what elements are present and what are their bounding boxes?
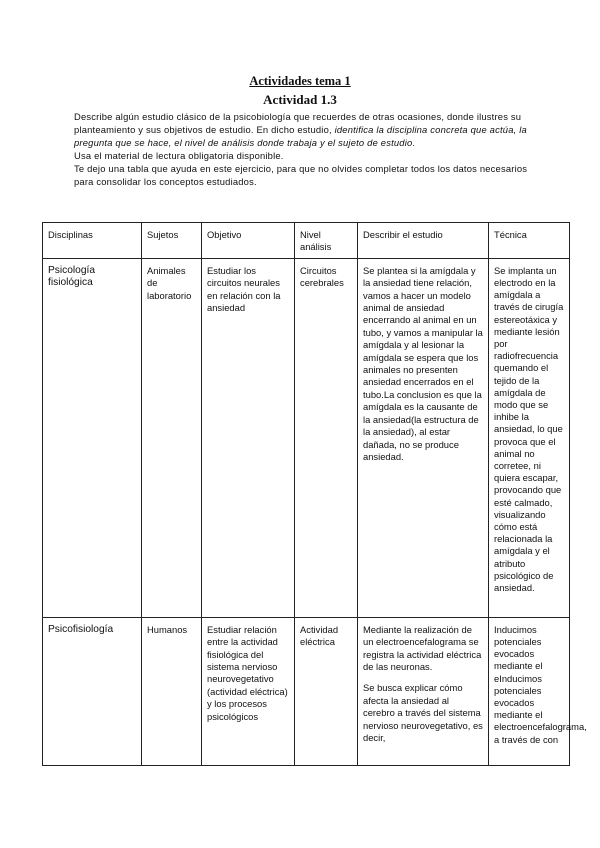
cell-nivel: Actividad eléctrica [295, 617, 358, 765]
study-table [42, 222, 587, 766]
header-disciplinas: Disciplinas [43, 223, 142, 259]
cell-nivel: Circuitos cerebrales [295, 258, 358, 617]
header-describir-estudio: Describir el estudio [358, 223, 489, 259]
cell-estudio [358, 617, 489, 765]
table-row [43, 258, 570, 617]
instructions-paragraph-1 [74, 110, 534, 149]
cell-tecnica: Inducimos potenciales evocados mediante el eInducimos potenciales evocados mediante el electroencefalograma, a través de con [489, 617, 570, 765]
cell-disciplina: Psicofisiología [43, 617, 142, 765]
cell-estudio: Se plantea si la amígdala y la ansiedad tiene relación, vamos a hacer un modelo animal de ansiedad encerrando al animal en un tubo, y vamos a manipular la amígdala y al lesionar la amígdala se espera que los animales no presenten ansiedad encerrados en el tubo.La conclusion es que la amígdala es la causante de la ansiedad(la estructura de la ansiedad), al estar dañada, no se produce ansiedad. [358, 258, 489, 617]
instructions-text: Describe algún estudio clásico de la psicobiología que recuerdes de otras ocasiones, donde ilustres su planteamiento y sus objetivos de estudio. En dicho estudio, [74, 111, 522, 135]
instructions-paragraph-2: Usa el material de lectura obligatoria disponible. [74, 150, 284, 161]
cell-disciplina: Psicología fisiológica [43, 258, 142, 617]
cell-estudio-part-1: Mediante la realización de un electroencefalograma se registra la actividad eléctrica de las neuronas. [363, 623, 482, 673]
header-nivel-analisis: Nivel análisis [295, 223, 358, 259]
instructions-paragraph-3: Te dejo una tabla que ayuda en este ejercicio, para que no olvides completar todos los datos necesarios para consolidar los conceptos estudiados. [74, 163, 528, 187]
instructions [74, 110, 534, 188]
cell-tecnica: Se implanta un electrodo en la amígdala a través de cirugía estereotáxica y mediante lesión por radiofrecuencia quemando el tejido de la amígdala de modo que se inhibe la ansiedad, lo que provoca que el animal no corretee, ni quiera escapar, provocando que esté calmado, visualizando cómo está relacionada la amígdala y el atributo psicológico de ansiedad. [489, 258, 570, 617]
header-tecnica: Técnica [489, 223, 570, 259]
table-header-row [43, 223, 570, 259]
document-title: Actividades tema 1 [249, 74, 351, 88]
cell-sujetos: Animales de laboratorio [142, 258, 202, 617]
cell-sujetos: Humanos [142, 617, 202, 765]
paragraph-gap [363, 673, 483, 682]
cell-objetivo: Estudiar relación entre la actividad fisiológica del sistema nervioso neurovegetativo (actividad eléctrica) y los procesos psicológicos [202, 617, 295, 765]
instructions-period: . [412, 137, 416, 148]
header-sujetos: Sujetos [142, 223, 202, 259]
cell-estudio-part-2: Se busca explicar cómo afecta la ansiedad al cerebro a través del sistema nervioso neurovegetativo, es decir, [363, 682, 483, 744]
table-row [43, 617, 570, 765]
header-objetivo: Objetivo [202, 223, 295, 259]
instructions-italic-text: identifica la disciplina concreta que actúa, la pregunta que se hace, el nivel de análisis donde trabaja y el sujeto de estudio [74, 124, 527, 148]
cell-objetivo: Estudiar los circuitos neurales en relación con la ansiedad [202, 258, 295, 617]
document-subtitle: Actividad 1.3 [263, 92, 337, 107]
